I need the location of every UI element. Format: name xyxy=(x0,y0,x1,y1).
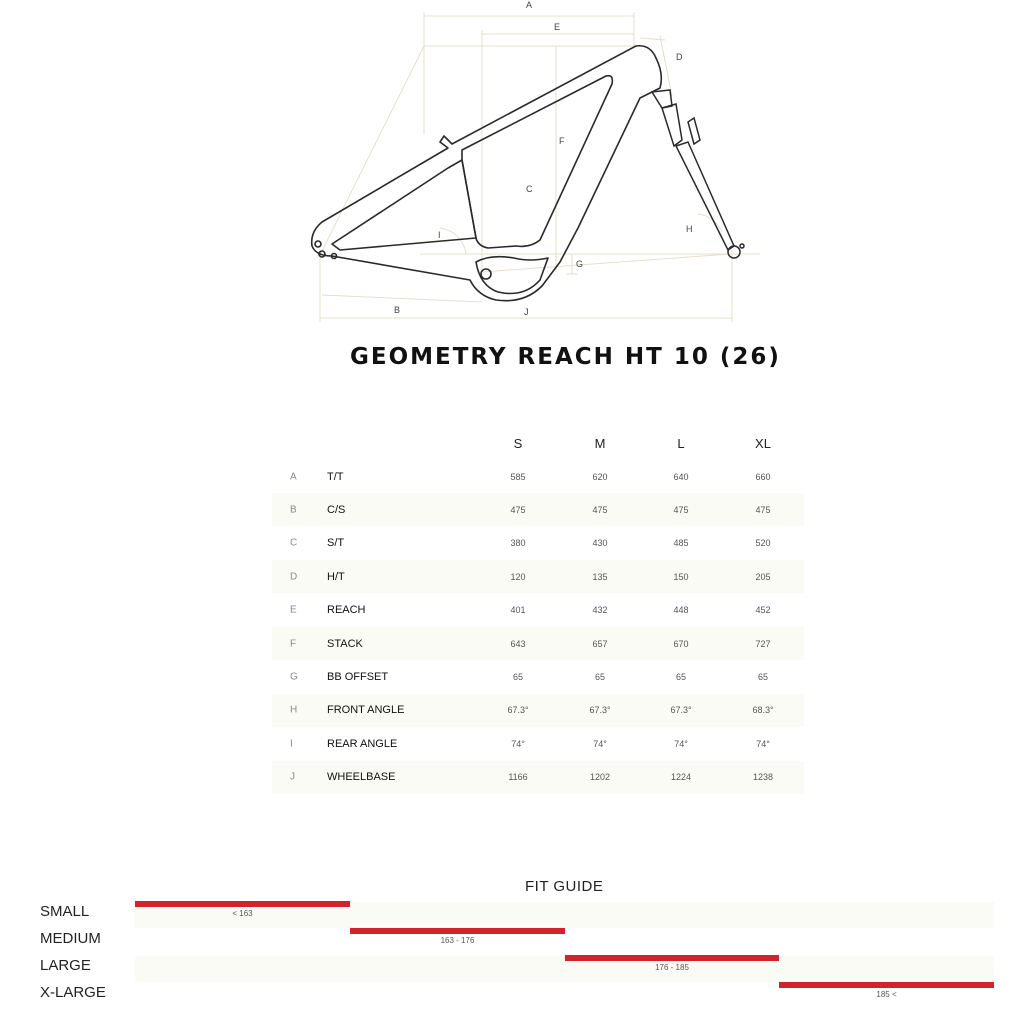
table-row xyxy=(272,627,804,660)
cell-value: 727 xyxy=(755,638,771,649)
cell-value: 74° xyxy=(511,738,525,749)
row-label: STACK xyxy=(327,637,363,650)
cell-value: 1238 xyxy=(752,772,774,783)
dim-label-i: I xyxy=(438,230,441,240)
fit-range-text: < 163 xyxy=(232,909,253,918)
row-label: WHEELBASE xyxy=(327,771,396,784)
fit-guide-title: FIT GUIDE xyxy=(525,878,604,895)
cell-value: 65 xyxy=(757,671,769,682)
cell-value: 65 xyxy=(675,671,687,682)
page-title: GEOMETRY REACH HT 10 (26) xyxy=(350,344,781,370)
table-row xyxy=(272,594,804,627)
fit-range-bar xyxy=(565,955,779,961)
size-header-xl: XL xyxy=(755,436,771,451)
row-label: T/T xyxy=(327,470,344,483)
cell-value: 74° xyxy=(756,738,770,749)
row-letter: G xyxy=(290,671,298,683)
cell-value: 67.3° xyxy=(507,705,529,716)
table-row xyxy=(272,727,804,760)
dim-label-h: H xyxy=(686,224,693,234)
cell-value: 432 xyxy=(592,605,608,616)
front-fork xyxy=(652,90,744,258)
cell-value: 65 xyxy=(594,671,606,682)
frame-geometry-diagram xyxy=(300,0,760,330)
row-label: BB OFFSET xyxy=(327,670,389,683)
table-row xyxy=(272,493,804,526)
cell-value: 120 xyxy=(510,571,526,582)
dim-label-j: J xyxy=(524,307,529,317)
cell-value: 670 xyxy=(673,638,689,649)
table-row xyxy=(272,694,804,727)
cell-value: 475 xyxy=(592,504,608,515)
cell-value: 74° xyxy=(674,738,688,749)
row-label: H/T xyxy=(327,570,345,583)
row-letter: J xyxy=(290,771,295,783)
dim-label-d: D xyxy=(676,52,683,62)
cell-value: 657 xyxy=(592,638,608,649)
row-label: C/S xyxy=(327,503,346,516)
cell-value: 448 xyxy=(673,605,689,616)
dim-label-g: G xyxy=(576,259,584,269)
fit-range-bar xyxy=(350,928,565,934)
table-row xyxy=(272,460,804,493)
row-letter: F xyxy=(290,638,297,649)
cell-value: 150 xyxy=(673,571,689,582)
fit-range-text: 185 < xyxy=(876,990,897,999)
cell-value: 475 xyxy=(755,504,771,515)
row-label: S/T xyxy=(327,537,345,550)
cell-value: 380 xyxy=(510,538,526,549)
cell-value: 585 xyxy=(510,471,526,482)
cell-value: 452 xyxy=(755,605,771,616)
cell-value: 1224 xyxy=(670,772,692,783)
row-letter: H xyxy=(290,704,298,716)
row-letter: E xyxy=(290,604,297,616)
cell-value: 520 xyxy=(755,538,771,549)
cell-value: 1166 xyxy=(508,772,528,783)
cell-value: 205 xyxy=(755,571,771,582)
cell-value: 74° xyxy=(593,738,607,749)
table-row xyxy=(272,660,804,693)
dim-label-e: E xyxy=(554,22,561,32)
dim-label-c: C xyxy=(526,184,533,194)
cell-value: 485 xyxy=(673,538,689,549)
fit-size-label: X-LARGE xyxy=(40,984,106,1001)
cell-value: 67.3° xyxy=(670,705,692,716)
row-letter: A xyxy=(290,471,297,482)
cell-value: 67.3° xyxy=(589,705,611,716)
dim-label-a: A xyxy=(526,0,533,10)
cell-value: 1202 xyxy=(589,772,611,783)
cell-value: 401 xyxy=(510,605,526,616)
fit-range-text: 176 - 185 xyxy=(655,963,689,972)
cell-value: 660 xyxy=(755,471,771,482)
row-letter: D xyxy=(290,571,298,583)
row-label: REACH xyxy=(327,604,366,617)
table-row xyxy=(272,560,804,593)
fit-size-label: SMALL xyxy=(40,903,90,920)
cell-value: 640 xyxy=(673,471,689,482)
row-letter: I xyxy=(290,738,293,750)
fit-size-label: MEDIUM xyxy=(40,930,101,947)
cell-value: 475 xyxy=(673,504,689,515)
cell-value: 620 xyxy=(592,471,608,482)
fit-range-text: 163 - 176 xyxy=(440,936,475,945)
cell-value: 68.3° xyxy=(752,705,774,716)
fit-range-bar xyxy=(135,901,350,907)
cell-value: 65 xyxy=(512,671,524,682)
cell-value: 430 xyxy=(592,538,608,549)
cell-value: 135 xyxy=(592,571,608,582)
dim-label-b: B xyxy=(394,305,401,315)
row-label: FRONT ANGLE xyxy=(327,704,405,717)
size-header-l: L xyxy=(677,436,685,451)
dim-label-f: F xyxy=(559,136,565,146)
cell-value: 475 xyxy=(510,504,526,515)
row-letter: B xyxy=(290,504,297,516)
size-header-m: M xyxy=(594,436,606,451)
size-header-s: S xyxy=(513,436,523,451)
fit-range-bar xyxy=(779,982,994,988)
fit-size-label: LARGE xyxy=(40,957,91,974)
row-label: REAR ANGLE xyxy=(327,737,398,750)
row-letter: C xyxy=(290,537,298,549)
table-row xyxy=(272,527,804,560)
table-row xyxy=(272,761,804,794)
cell-value: 643 xyxy=(510,638,526,649)
dimension-lines xyxy=(320,12,760,322)
